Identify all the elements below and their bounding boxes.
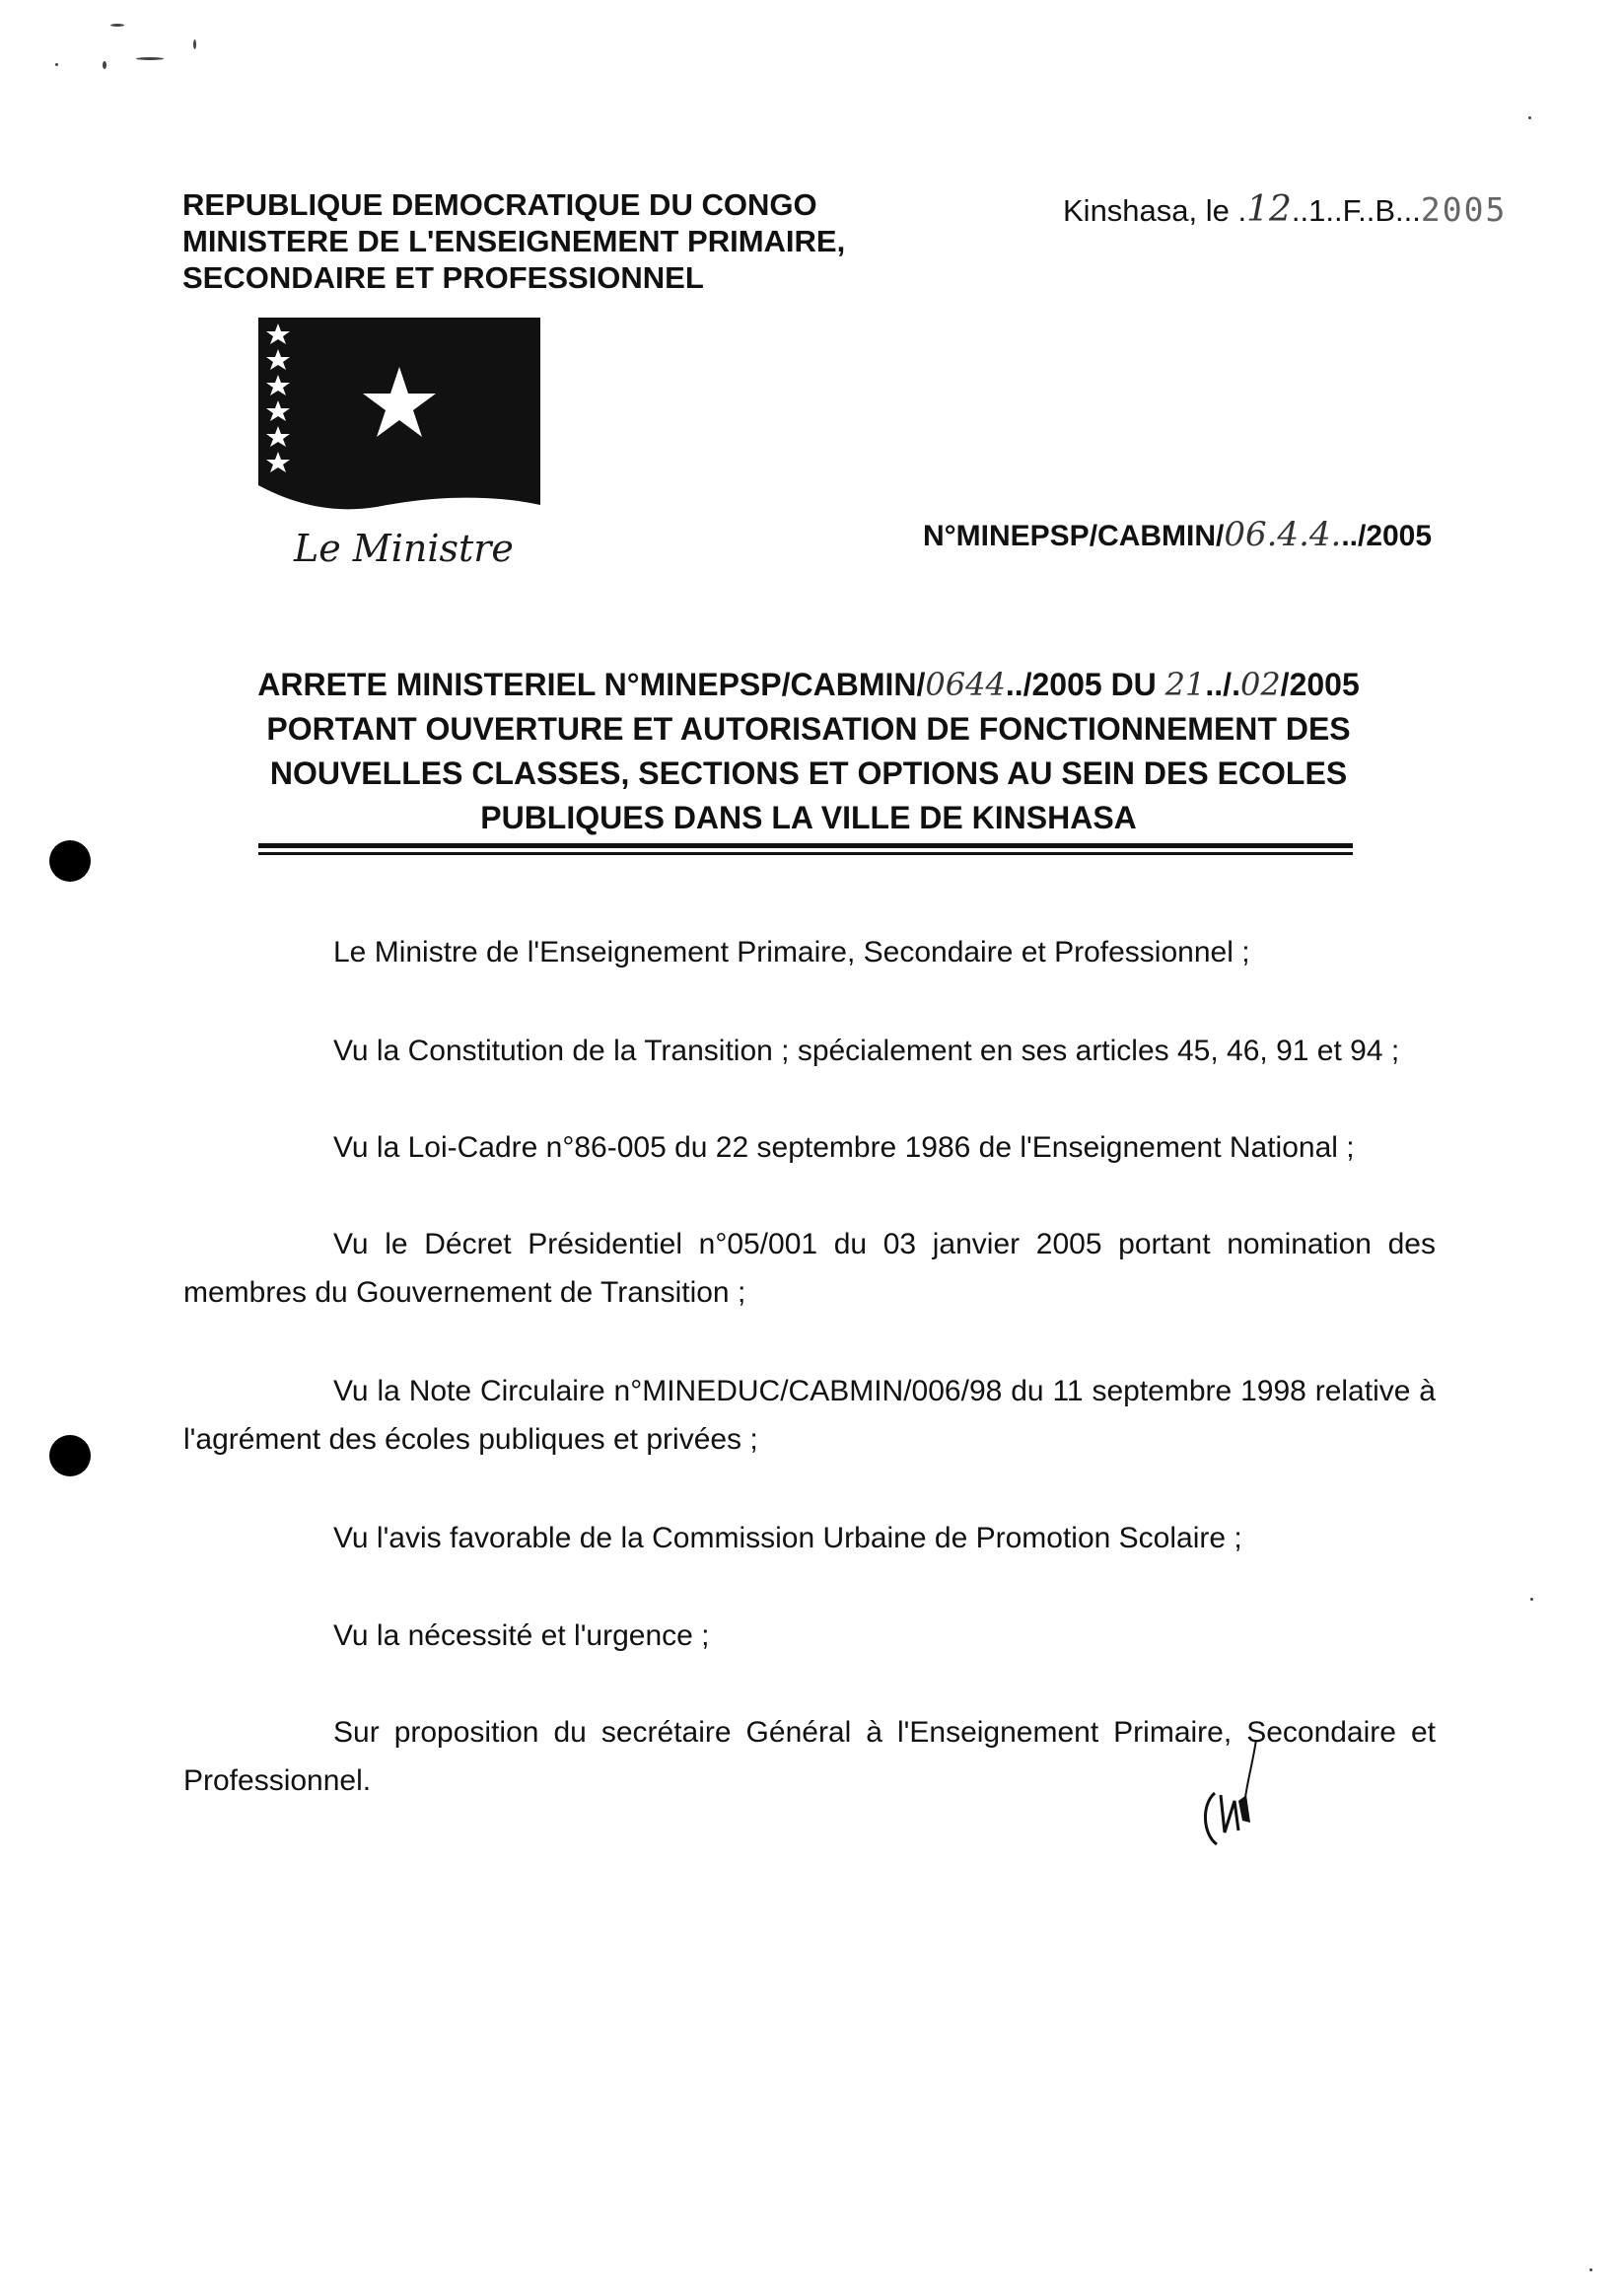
decree-title-line-3: NOUVELLES CLASSES, SECTIONS ET OPTIONS AU SEIN DES ECOLES: [269, 755, 1348, 791]
title-handwritten-month: 02: [1239, 666, 1281, 703]
title-mid: ../2005 DU: [1005, 667, 1165, 702]
place-date: [1063, 189, 1507, 230]
date-stamp: 2005: [1420, 190, 1508, 229]
header-ministry: MINISTERE DE L'ENSEIGNEMENT PRIMAIRE,: [182, 224, 846, 258]
title-suffix: /2005: [1280, 667, 1360, 702]
title-handwritten-day: 21: [1164, 666, 1206, 703]
paragraph-avis: Vu l'avis favorable de la Commission Urbaine de Promotion Scolaire ;: [333, 1522, 1242, 1554]
date-rest: ..1..F..B...: [1291, 193, 1421, 228]
header-department: SECONDAIRE ET PROFESSIONNEL: [182, 260, 704, 295]
paragraph-proposition: Sur proposition du secrétaire Général à l'Enseignement Primaire, Secondaire et Professionnel.: [183, 1716, 1436, 1797]
minister-label: Le Ministre: [294, 527, 514, 570]
paragraph-constitution: Vu la Constitution de la Transition ; spécialement en ses articles 45, 46, 91 et 94 ;: [333, 1035, 1400, 1067]
title-rule-thin: [258, 852, 1353, 855]
decree-title-line-2: PORTANT OUVERTURE ET AUTORISATION DE FONCTIONNEMENT DES: [266, 711, 1351, 747]
reference-prefix: N°MINEPSP/CABMIN/: [923, 520, 1225, 552]
decree-title-line-4: PUBLIQUES DANS LA VILLE DE KINSHASA: [480, 800, 1137, 835]
paragraph-urgence: Vu la nécessité et l'urgence ;: [333, 1619, 710, 1652]
paragraph-note-circulaire: Vu la Note Circulaire n°MINEDUC/CABMIN/006/98 du 11 septembre 1998 relative à l'agrément des écoles publiques et privées ;: [183, 1375, 1436, 1456]
paragraph-loi-cadre: Vu la Loi-Cadre n°86-005 du 22 septembre 1986 de l'Enseignement National ;: [333, 1131, 1355, 1164]
flag-emblem-icon: [258, 318, 540, 513]
date-prefix: Kinshasa, le .: [1063, 193, 1247, 228]
decree-title-line-1: [177, 663, 1440, 707]
paragraph-decret: Vu le Décret Présidentiel n°05/001 du 03 janvier 2005 portant nomination des membres du Gouvernement de Transition ;: [183, 1228, 1436, 1309]
punch-hole: [49, 840, 91, 882]
header-republic: REPUBLIQUE DEMOCRATIQUE DU CONGO: [182, 187, 817, 222]
reference-suffix: ../2005: [1341, 520, 1433, 552]
reference-number: [923, 515, 1432, 554]
title-prefix: ARRETE MINISTERIEL N°MINEPSP/CABMIN/: [257, 667, 926, 702]
reference-handwritten: 06.4.4.: [1224, 515, 1342, 554]
paragraph-minister: Le Ministre de l'Enseignement Primaire, Secondaire et Professionnel ;: [333, 936, 1250, 969]
title-handwritten-number: 0644: [925, 666, 1006, 703]
initials-signature-icon: [1195, 1736, 1284, 1854]
date-handwritten-day: 12: [1246, 189, 1292, 230]
punch-hole: [49, 1435, 91, 1476]
title-sep: ../.: [1205, 667, 1240, 702]
title-rule-thick: [258, 843, 1353, 848]
